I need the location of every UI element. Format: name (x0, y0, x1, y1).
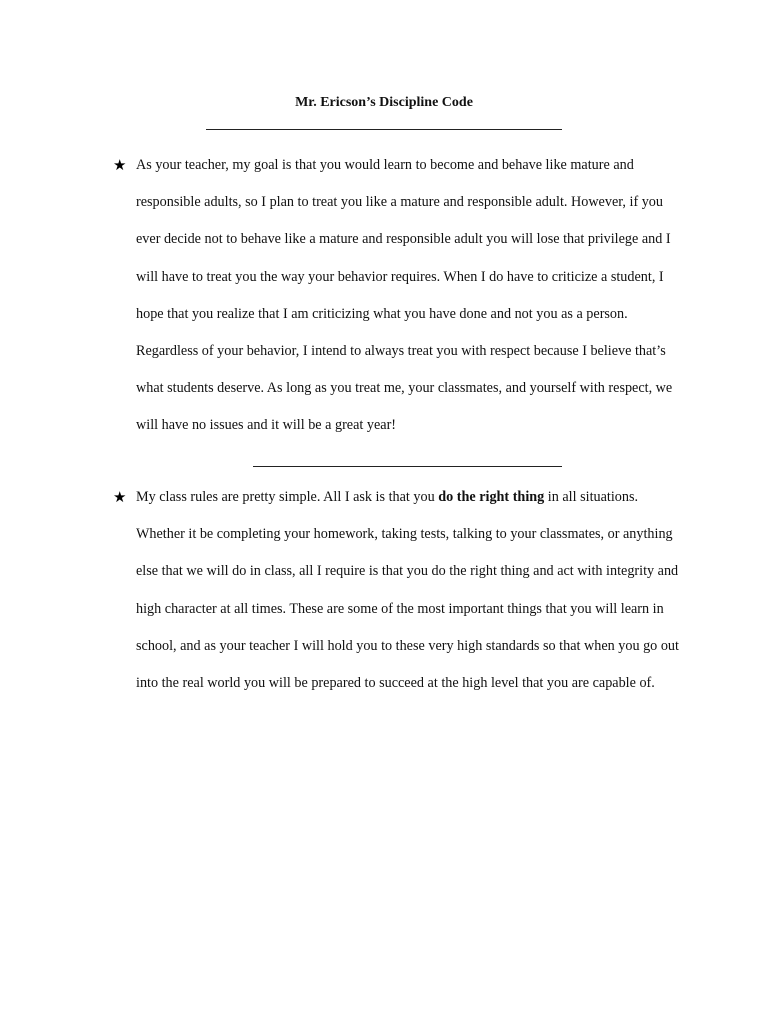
paragraph-text-end: in all situations. Whether it be completing your homework, taking tests, talking to your classmates, or anything else that we will do in class, all I require is that you do the right thing and act with integrity and high character at all times. These are some of the most important things that you will learn in school, and as your teacher I will hold you to these very high standards so that when you go out into the real world you will be prepared to succeed at the high level that you are capable of. (136, 489, 679, 692)
title-underline-rule (206, 129, 562, 130)
emphasis-do-the-right-thing: do the right thing (438, 489, 545, 505)
star-bullet-icon: ★ (113, 156, 127, 174)
star-bullet-icon: ★ (113, 488, 127, 506)
section-divider-rule (253, 466, 562, 467)
paragraph-text (136, 479, 688, 702)
paragraph-text: As your teacher, my goal is that you would learn to become and behave like mature and responsible adults, so I plan to treat you like a mature and responsible adult. However, if you ever decide not to behave like a mature and responsible adult you will lose that privilege and I will have to treat you the way your behavior requires. When I do have to criticize a student, I hope that you realize that I am criticizing what you have done and not you as a person. Regardless of your behavior, I intend to always treat you with respect because I believe that’s what students deserve. As long as you treat me, your classmates, and yourself with respect, we will have no issues and it will be a great year! (136, 157, 673, 434)
paragraph-text-start: My class rules are pretty simple. All I ask is that you (136, 489, 439, 505)
document-title: Mr. Ericson’s Discipline Code (295, 95, 473, 110)
